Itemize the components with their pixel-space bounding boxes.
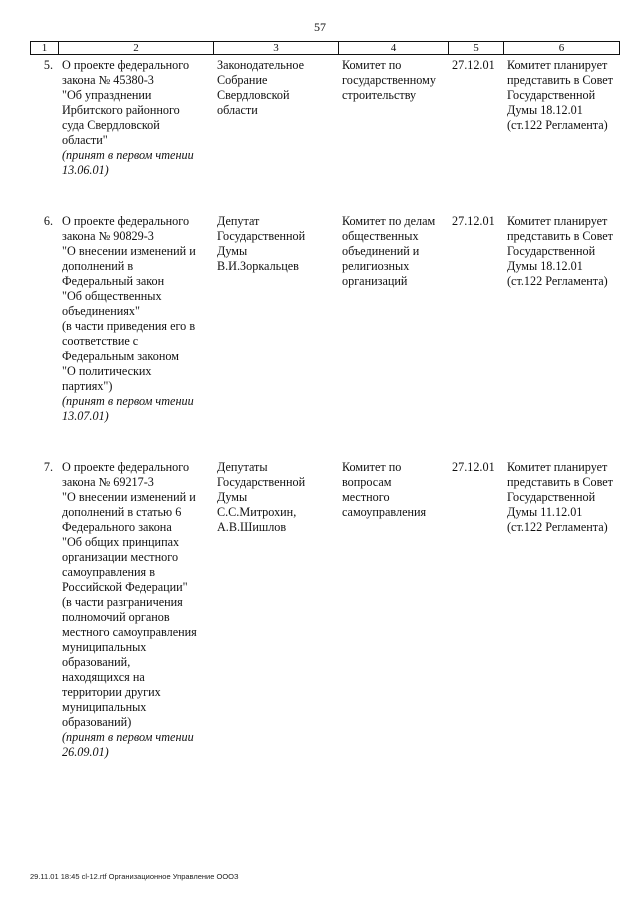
bill-title-line: 26.09.01) [62, 745, 109, 759]
bill-title-line: партиях") [62, 379, 113, 393]
note-line: Комитет планирует [507, 460, 608, 474]
note-line: представить в Совет [507, 73, 614, 87]
committee [338, 58, 448, 178]
bill-title-line: закона № 90829-3 [62, 229, 154, 243]
note-line: представить в Совет [507, 475, 614, 489]
review-date: 27.12.01 [452, 460, 495, 474]
bill-title-line: (принят в первом чтении [62, 148, 194, 162]
note-line: Думы 11.12.01 [507, 505, 583, 519]
page-number: 57 [314, 20, 326, 34]
bill-title-line: полномочий органов [62, 610, 170, 624]
bill-title-line: муниципальных [62, 700, 147, 714]
committee-line: Комитет по делам [342, 214, 436, 228]
committee-line: самоуправления [342, 505, 427, 519]
bill-title-line: дополнений в статью 6 [62, 505, 182, 519]
column-header-3: 3 [214, 42, 339, 55]
bill-title-line: О проекте федерального [62, 58, 190, 72]
table-row [30, 214, 619, 424]
committee-line: государственному [342, 73, 436, 87]
bill-title-line: области" [62, 133, 108, 147]
initiator-line: Законодательное [217, 58, 305, 72]
note-line: Комитет планирует [507, 58, 608, 72]
committee-note [503, 214, 619, 424]
bill-title-line: Федерального закона [62, 520, 172, 534]
initiator-line: Свердловской [217, 88, 290, 102]
review-date: 27.12.01 [452, 58, 495, 72]
initiator [213, 460, 338, 760]
bill-title-line: местного самоуправления [62, 625, 197, 639]
committee-line: религиозных [342, 259, 410, 273]
committee-line: общественных [342, 229, 419, 243]
footer-info: 29.11.01 18:45 cl-12.rtf Организационное Управление ОООЗ [30, 872, 239, 881]
column-header-row [31, 42, 620, 55]
bill-title-line: "Об общественных [62, 289, 162, 303]
note-line: (ст.122 Регламента) [507, 274, 608, 288]
note-line: Государственной [507, 88, 596, 102]
committee-line: местного [342, 490, 390, 504]
initiator [213, 58, 338, 178]
row-number: 5. [43, 58, 53, 72]
bill-title-line: закона № 69217-3 [62, 475, 154, 489]
bill-title-line: 13.07.01) [62, 409, 109, 423]
table-row [30, 58, 619, 178]
initiator-line: Думы [217, 244, 248, 258]
initiator-line: Депутаты [217, 460, 268, 474]
initiator-line: Собрание [217, 73, 268, 87]
bill-title-line: образований) [62, 715, 132, 729]
initiator-line: Думы [217, 490, 248, 504]
initiator-line: Государственной [217, 229, 306, 243]
committee-line: строительству [342, 88, 417, 102]
bill-title-line: объединениях" [62, 304, 140, 318]
bill-title-line: Ирбитского районного [62, 103, 180, 117]
bill-title-line: организации местного [62, 550, 179, 564]
bill-title-line: соответствие с [62, 334, 139, 348]
bill-title-line: О проекте федерального [62, 214, 190, 228]
note-line: (ст.122 Регламента) [507, 118, 608, 132]
row-number: 7. [43, 460, 53, 474]
note-line: (ст.122 Регламента) [507, 520, 608, 534]
bill-title-line: (в части разграничения [62, 595, 183, 609]
note-line: Государственной [507, 244, 596, 258]
bill-title-line: Федеральный закон [62, 274, 165, 288]
column-header-5: 5 [449, 42, 504, 55]
committee-line: Комитет по [342, 460, 402, 474]
initiator-line: С.С.Митрохин, [217, 505, 297, 519]
initiator-line: В.И.Зоркальцев [217, 259, 299, 273]
initiator-line: Депутат [217, 214, 260, 228]
table-row [30, 460, 619, 760]
bill-title-line: "О политических [62, 364, 152, 378]
bill-title-line: 13.06.01) [62, 163, 109, 177]
bill-title-line: "Об упразднении [62, 88, 152, 102]
bill-title-line: (принят в первом чтении [62, 394, 194, 408]
bill-title-line: муниципальных [62, 640, 147, 654]
bill-title-line: Федеральным законом [62, 349, 179, 363]
initiator-line: области [217, 103, 258, 117]
committee-line: организаций [342, 274, 408, 288]
note-line: представить в Совет [507, 229, 614, 243]
bill-title-line: суда Свердловской [62, 118, 160, 132]
committee-note [503, 460, 619, 760]
column-header-1: 1 [31, 42, 59, 55]
bill-title-line: "О внесении изменений и [62, 490, 196, 504]
bill-title-line: (принят в первом чтении [62, 730, 194, 744]
bill-title-line: "Об общих принципах [62, 535, 180, 549]
committee [338, 460, 448, 760]
committee-line: вопросам [342, 475, 392, 489]
note-line: Думы 18.12.01 [507, 103, 583, 117]
committee-line: Комитет по [342, 58, 402, 72]
initiator [213, 214, 338, 424]
initiator-line: А.В.Шишлов [217, 520, 287, 534]
bill-title-line: Российской Федерации" [62, 580, 188, 594]
bill-title-line: О проекте федерального [62, 460, 190, 474]
committee [338, 214, 448, 424]
note-line: Государственной [507, 490, 596, 504]
bill-title-line: самоуправления в [62, 565, 155, 579]
bill-title [58, 214, 213, 424]
bill-title [58, 460, 213, 760]
bill-title-line: дополнений в [62, 259, 134, 273]
bill-title [58, 58, 213, 178]
bill-title-line: образований, [62, 655, 131, 669]
bill-title-line: территории других [62, 685, 161, 699]
column-header-2: 2 [59, 42, 214, 55]
column-header-table [30, 41, 620, 55]
review-date: 27.12.01 [452, 214, 495, 228]
column-header-6: 6 [504, 42, 620, 55]
bill-title-line: (в части приведения его в [62, 319, 196, 333]
bill-title-line: "О внесении изменений и [62, 244, 196, 258]
bill-title-line: находящихся на [62, 670, 145, 684]
row-number: 6. [43, 214, 53, 228]
initiator-line: Государственной [217, 475, 306, 489]
note-line: Думы 18.12.01 [507, 259, 583, 273]
committee-note [503, 58, 619, 178]
committee-line: объединений и [342, 244, 420, 258]
bill-title-line: закона № 45380-3 [62, 73, 154, 87]
bill-entries [30, 58, 619, 760]
note-line: Комитет планирует [507, 214, 608, 228]
column-header-4: 4 [339, 42, 449, 55]
